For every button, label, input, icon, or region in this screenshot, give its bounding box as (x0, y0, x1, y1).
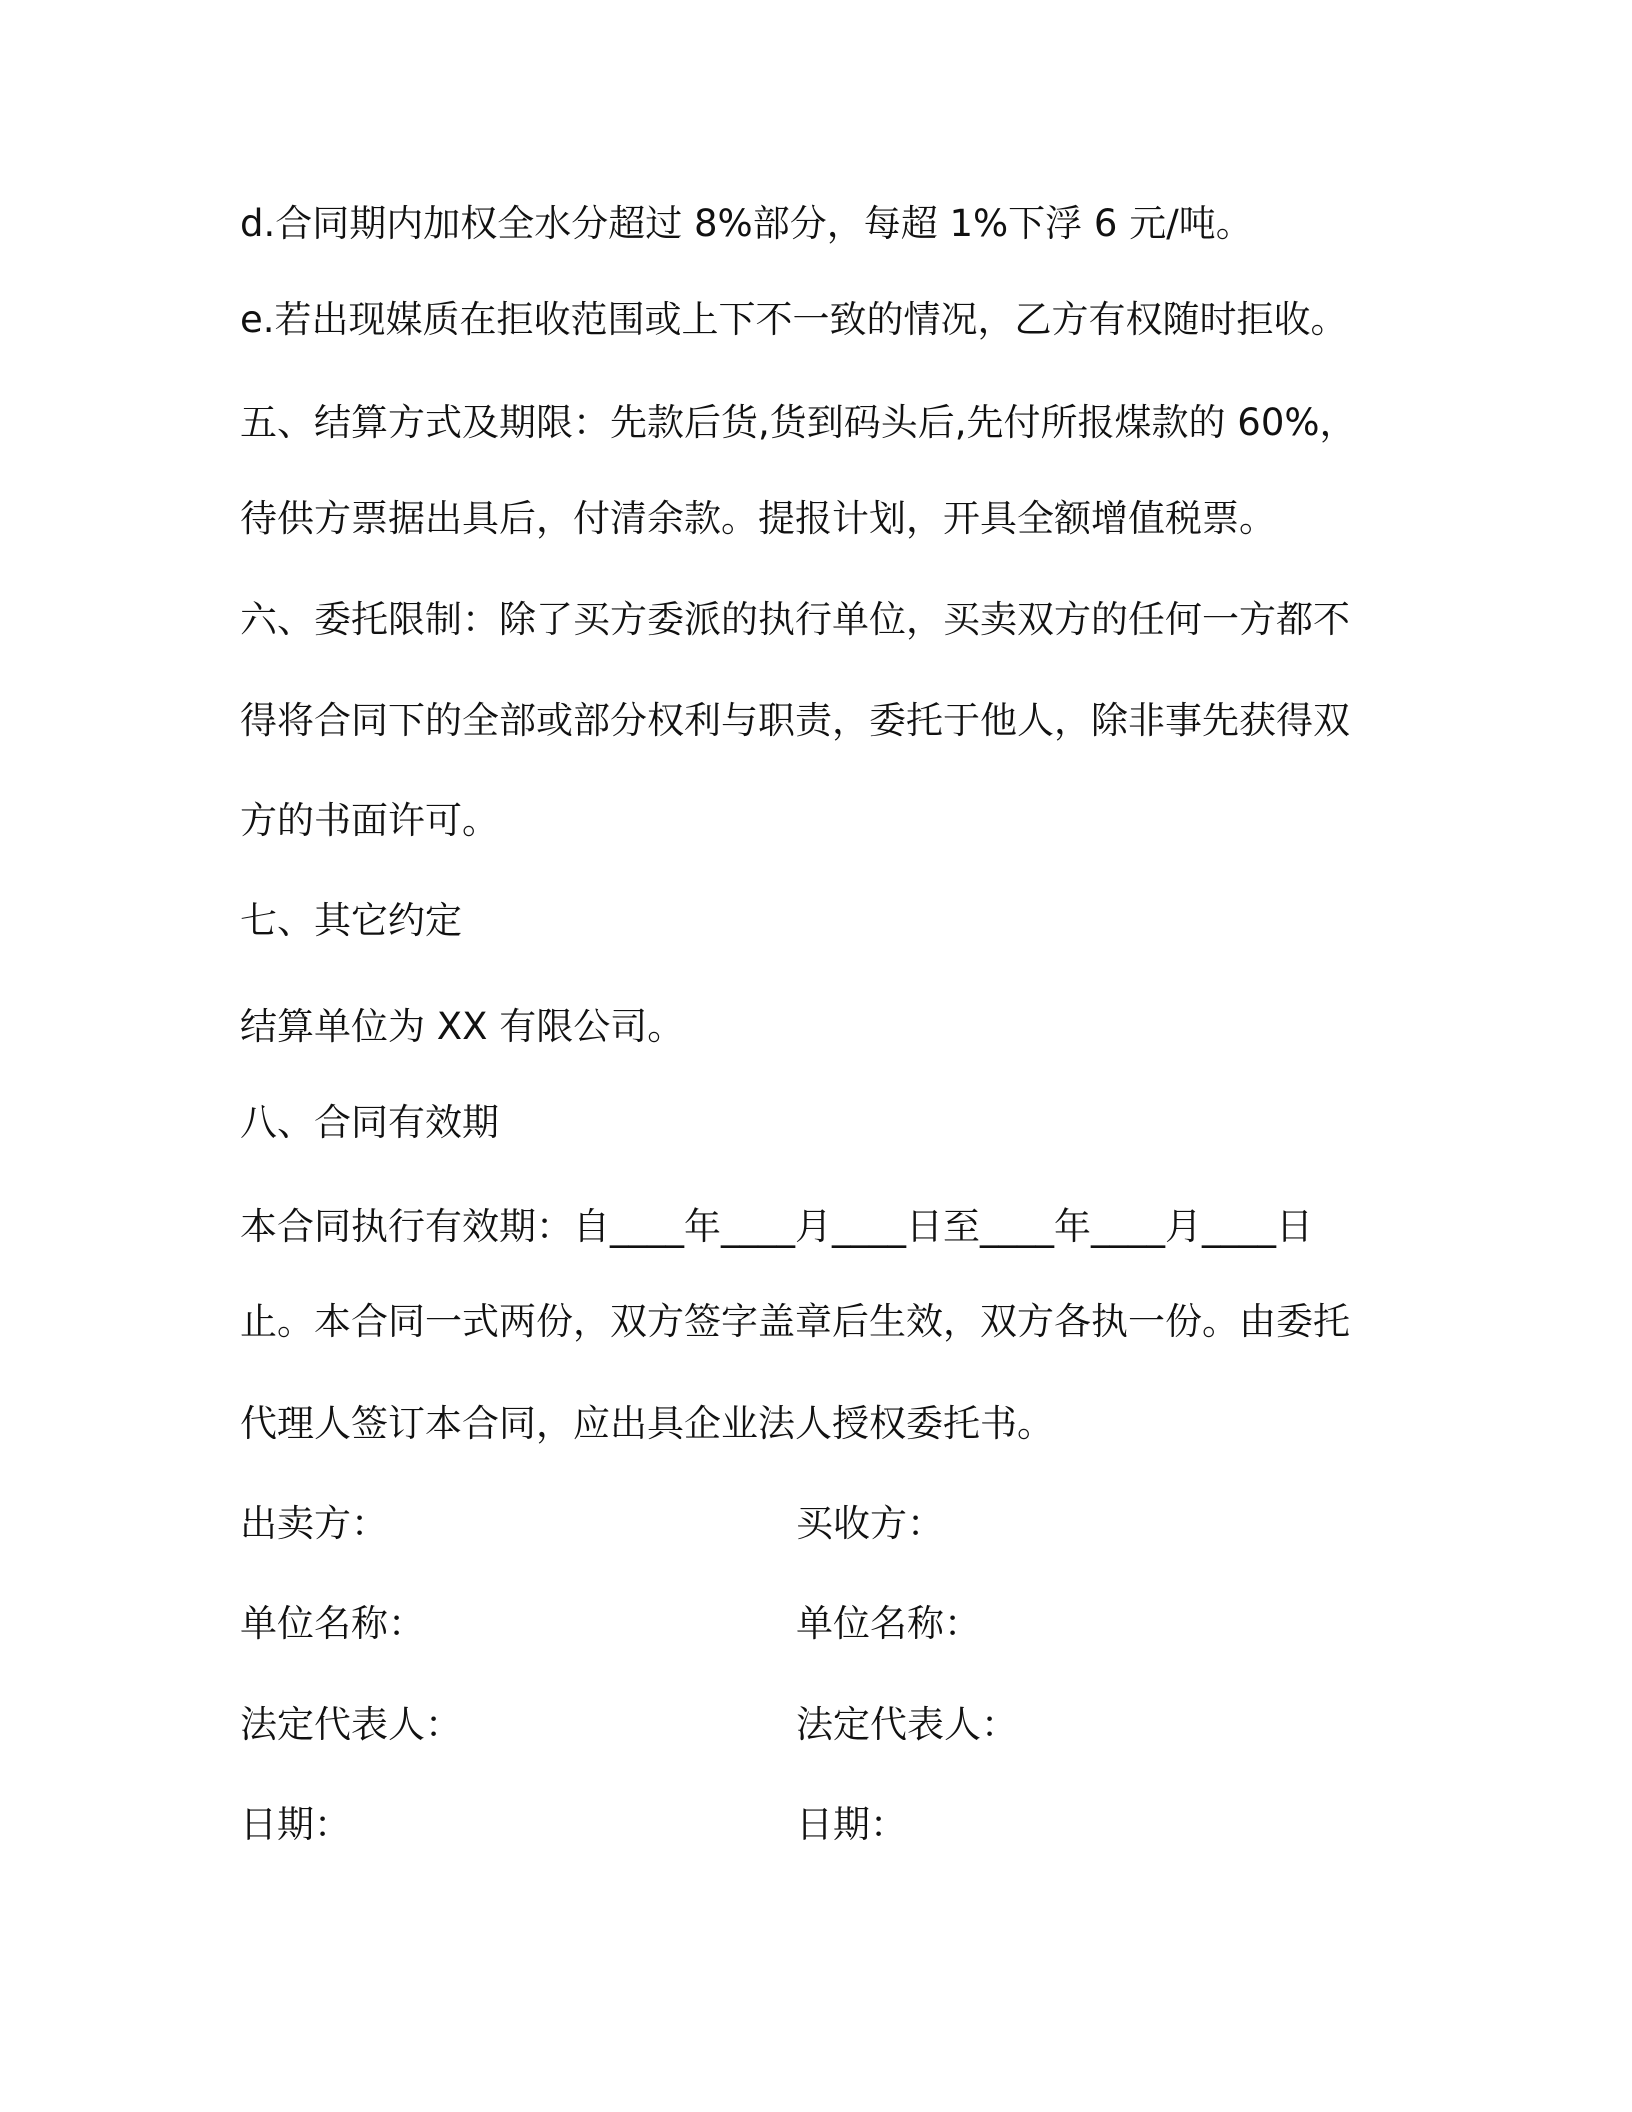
buyer-party-label: 买收方： (796, 1502, 944, 1545)
seller-rep-label: 法定代表人： (240, 1703, 462, 1746)
seller-date-label: 日期： (240, 1803, 351, 1846)
section-eight-heading: 八、合同有效期 (240, 1101, 499, 1144)
section-five-settlement-line2: 待供方票据出具后，付清余款。提报计划，开具全额增值税票。 (240, 497, 1276, 540)
clause-d-moisture: d.合同期内加权全水分超过 8%部分，每超 1%下浮 6 元/吨。 (240, 202, 1253, 245)
section-six-delegation-line3: 方的书面许可。 (240, 799, 499, 842)
section-eight-validity-line2: 止。本合同一式两份，双方签字盖章后生效，双方各执一份。由委托 (240, 1300, 1350, 1343)
seller-unit-label: 单位名称： (240, 1602, 425, 1645)
buyer-unit-label: 单位名称： (796, 1602, 981, 1645)
section-eight-validity-line1: 本合同执行有效期：自____年____月____日至____年____月____日 (240, 1205, 1313, 1248)
buyer-date-label: 日期： (796, 1803, 907, 1846)
buyer-rep-label: 法定代表人： (796, 1703, 1018, 1746)
section-seven-heading: 七、其它约定 (240, 899, 462, 942)
section-seven-settlement-unit: 结算单位为 XX 有限公司。 (240, 1005, 685, 1048)
seller-party-label: 出卖方： (240, 1502, 388, 1545)
section-five-settlement-line1: 五、结算方式及期限：先款后货,货到码头后,先付所报煤款的 60%， (240, 401, 1357, 444)
section-six-delegation-line1: 六、委托限制：除了买方委派的执行单位，买卖双方的任何一方都不 (240, 598, 1350, 641)
clause-e-rejection: e.若出现媒质在拒收范围或上下不一致的情况，乙方有权随时拒收。 (240, 298, 1348, 341)
section-six-delegation-line2: 得将合同下的全部或部分权利与职责，委托于他人，除非事先获得双 (240, 699, 1350, 742)
section-eight-validity-line3: 代理人签订本合同，应出具企业法人授权委托书。 (240, 1402, 1054, 1445)
